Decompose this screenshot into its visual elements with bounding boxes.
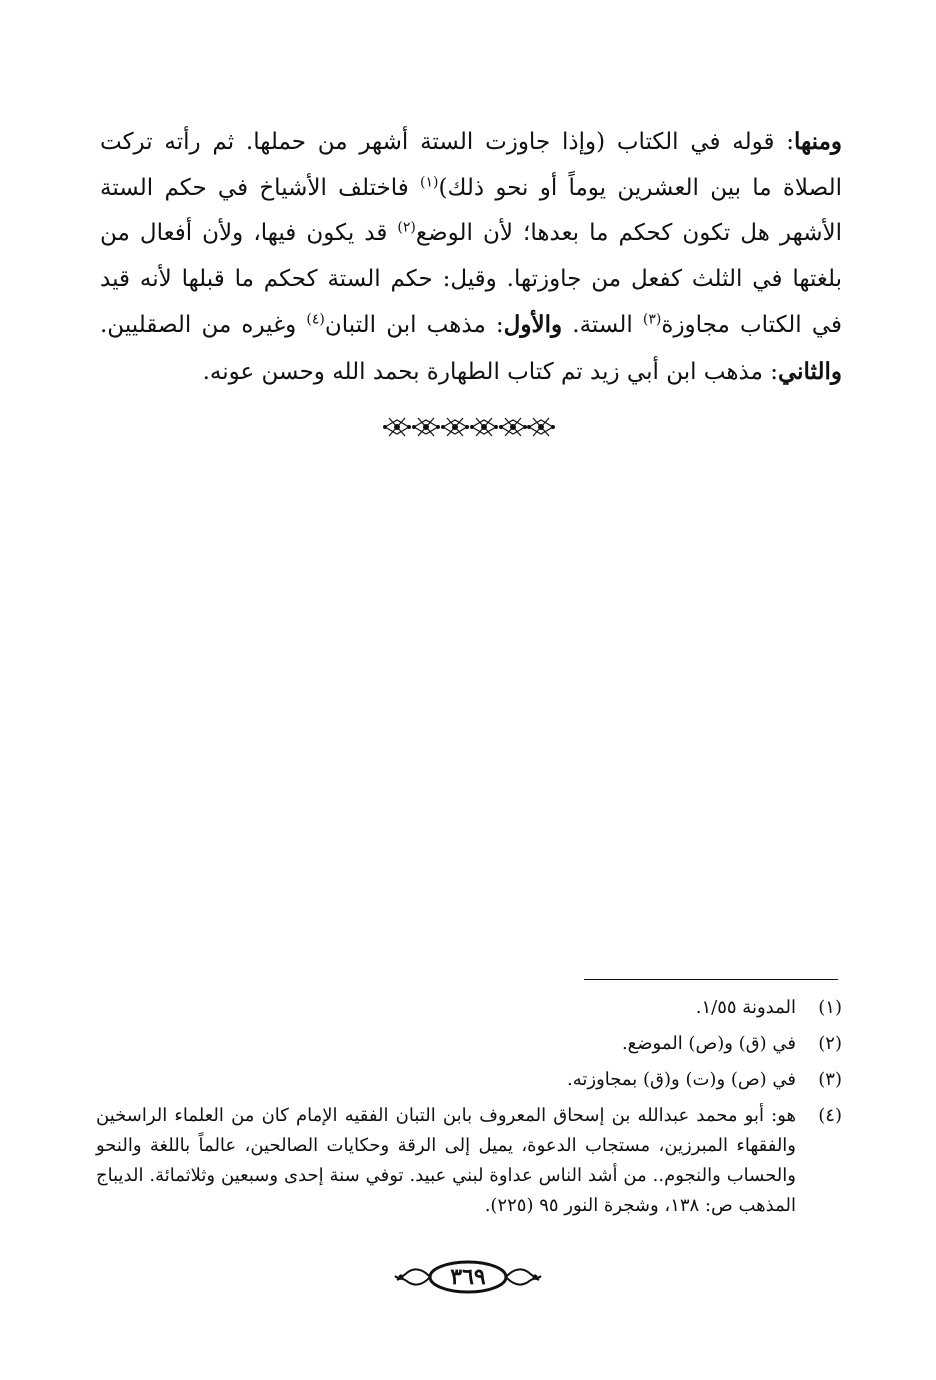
footnote-number: (٤) — [818, 1105, 842, 1126]
footnote-text: هو: أبو محمد عبدالله بن إسحاق المعروف بابن التبان الفقيه الإمام كان من العلماء الراسخين والفقهاء المبرزين، مستجاب الدعوة، يميل إلى الرقة وحكايات الصالحين، عالماً باللغة والنحو والحساب والنجوم.. من أشد الناس عداوة لبني عبيد. توفي سنة إحدى وسبعين وثلاثمائة. الديباج المذهب ص: ١٣٨، وشجرة النور ٩٥ (٢٢٥). — [96, 1105, 796, 1216]
text-segment: فاختلف الأشياخ في حكم الستة الأشهر هل تكون كحكم ما بعدها؛ لأن الوضع — [100, 174, 842, 246]
first-opinion-label: والأول — [503, 311, 563, 338]
second-opinion-label: والثاني — [777, 357, 842, 385]
footnote-number: (٣) — [818, 1069, 842, 1090]
footnote-separator — [584, 979, 838, 980]
section-end-ornament — [383, 410, 555, 444]
footnote-ref-3: (٣) — [642, 311, 662, 328]
footnotes — [96, 990, 842, 1221]
text-segment: الستة. — [562, 312, 643, 338]
main-paragraph — [100, 119, 842, 395]
page-number-badge — [392, 1258, 544, 1298]
footnote-item — [96, 1098, 842, 1221]
footnote-ref-4: (٤) — [306, 311, 325, 328]
text-segment: : قوله في الكتاب (وإذا جاوزت الستة أشهر من حملها. ثم رأته تركت الصلاة ما بين العشرين يوماً أو نحو ذلك) — [100, 129, 842, 201]
footnote-item — [96, 1026, 842, 1062]
footnote-item — [96, 1062, 842, 1098]
text-segment: : مذهب ابن أبي زيد تم كتاب الطهارة بحمد الله وحسن عونه. — [202, 358, 778, 385]
footnote-number: (٢) — [818, 1033, 842, 1054]
page-number: ٣٦٩ — [450, 1264, 486, 1290]
text-segment: وغيره من الصقليين. — [100, 312, 307, 338]
footnote-item — [96, 990, 842, 1026]
text-segment: قد يكون فيها، ولأن أفعال من بلغتها في الثلث كفعل من جاوزتها. وقيل: حكم الستة كحكم ما قبلها لأنه قيد في الكتاب مجاوزة — [100, 220, 843, 338]
paragraph-lead-word: ومنها — [794, 128, 842, 155]
footnote-number: (١) — [818, 997, 842, 1018]
footnote-ref-2: (٢) — [397, 219, 416, 236]
footnote-ref-1: (١) — [420, 173, 439, 190]
text-segment: : مذهب ابن التبان — [324, 312, 504, 338]
footnote-text: المدونة ١/٥٥. — [695, 997, 796, 1018]
footnote-text: في (ق) و(ص) الموضع. — [621, 1033, 796, 1054]
footnote-text: في (ص) و(ت) و(ق) بمجاوزته. — [567, 1069, 796, 1090]
